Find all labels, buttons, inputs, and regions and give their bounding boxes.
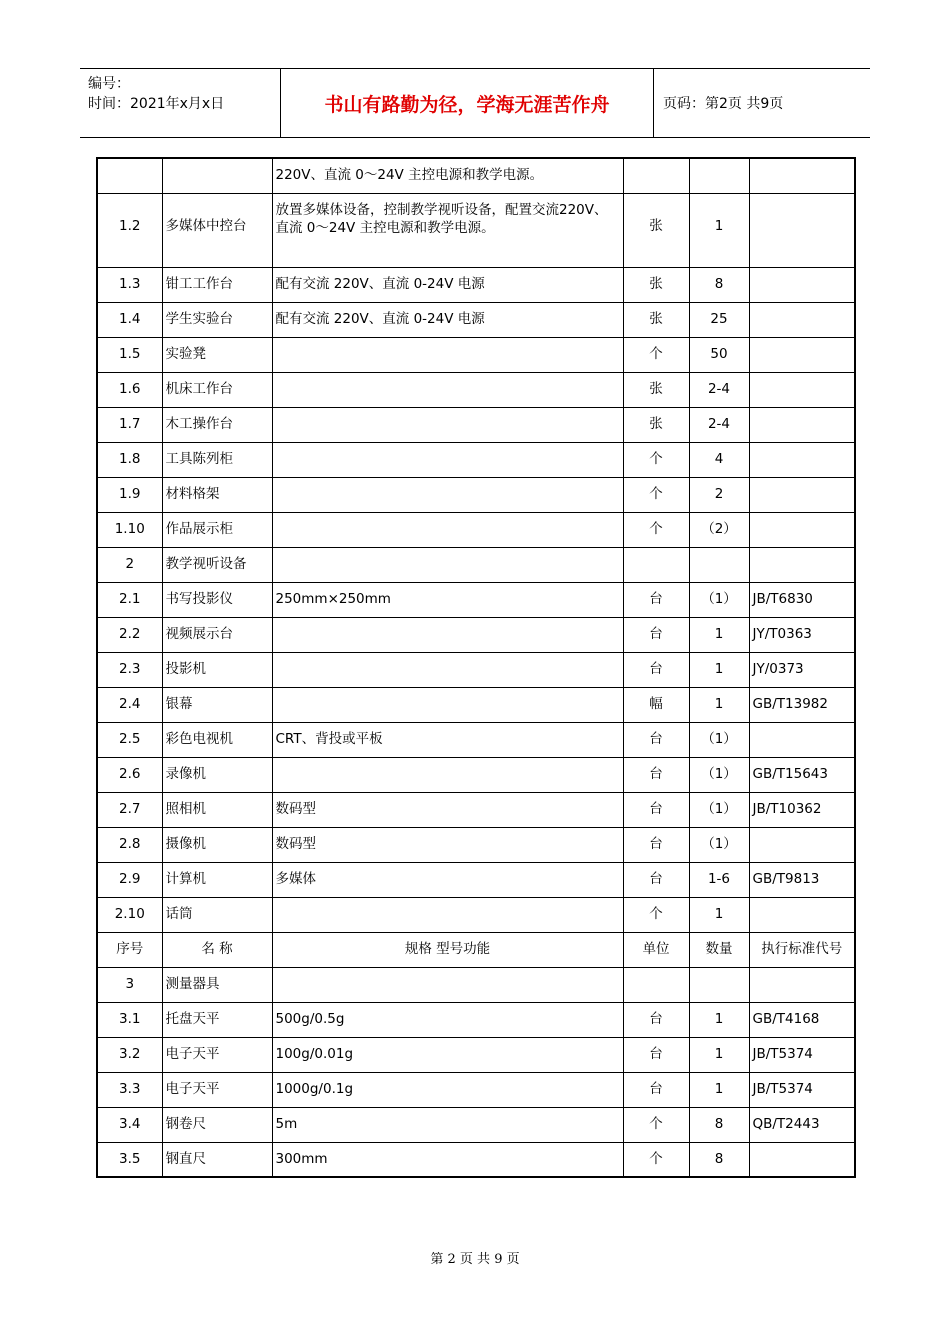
cell-unit: 台 xyxy=(623,792,689,827)
cell-standard xyxy=(749,442,855,477)
cell-quantity: 8 xyxy=(689,267,749,302)
cell-unit: 台 xyxy=(623,617,689,652)
cell-standard xyxy=(749,267,855,302)
cell-name: 测量器具 xyxy=(162,967,272,1002)
table-row xyxy=(97,407,855,442)
cell-quantity: 1 xyxy=(689,1037,749,1072)
cell-number: 2.2 xyxy=(97,617,162,652)
cell-number: 2 xyxy=(97,547,162,582)
cell-number: 2.3 xyxy=(97,652,162,687)
cell-spec xyxy=(272,547,623,582)
cell-name: 钢直尺 xyxy=(162,1142,272,1177)
cell-number: 2.1 xyxy=(97,582,162,617)
cell-name: 银幕 xyxy=(162,687,272,722)
cell-spec xyxy=(272,372,623,407)
cell-spec xyxy=(272,897,623,932)
cell-quantity: 1 xyxy=(689,1072,749,1107)
cell-standard xyxy=(749,158,855,193)
cell-spec: 5m xyxy=(272,1107,623,1142)
table-row xyxy=(97,967,855,1002)
cell-spec: 规格 型号功能 xyxy=(272,932,623,967)
cell-name: 钢卷尺 xyxy=(162,1107,272,1142)
cell-number: 3.5 xyxy=(97,1142,162,1177)
table-row xyxy=(97,722,855,757)
cell-number: 2.8 xyxy=(97,827,162,862)
header-motto: 书山有路勤为径，学海无涯苦作舟 xyxy=(281,69,654,137)
cell-unit: 个 xyxy=(623,477,689,512)
cell-name: 实验凳 xyxy=(162,337,272,372)
cell-standard xyxy=(749,302,855,337)
table-row xyxy=(97,267,855,302)
header-page-label: 页码：第2页 共9页 xyxy=(663,96,784,112)
page-footer: 第 2 页 共 9 页 xyxy=(430,1252,520,1267)
cell-number: 2.6 xyxy=(97,757,162,792)
cell-spec xyxy=(272,617,623,652)
table-row xyxy=(97,617,855,652)
cell-name xyxy=(162,158,272,193)
cell-quantity: 1 xyxy=(689,617,749,652)
cell-standard xyxy=(749,897,855,932)
cell-quantity: （1） xyxy=(689,722,749,757)
cell-number: 2.4 xyxy=(97,687,162,722)
cell-standard xyxy=(749,407,855,442)
table-row xyxy=(97,158,855,193)
cell-number xyxy=(97,158,162,193)
cell-quantity: 1 xyxy=(689,193,749,267)
cell-spec: 1000g/0.1g xyxy=(272,1072,623,1107)
table-row xyxy=(97,1037,855,1072)
cell-name: 录像机 xyxy=(162,757,272,792)
table-row xyxy=(97,372,855,407)
cell-name: 彩色电视机 xyxy=(162,722,272,757)
table-row xyxy=(97,897,855,932)
cell-standard: GB/T13982 xyxy=(749,687,855,722)
table-row xyxy=(97,477,855,512)
cell-standard: QB/T2443 xyxy=(749,1107,855,1142)
cell-name: 摄像机 xyxy=(162,827,272,862)
cell-quantity: 4 xyxy=(689,442,749,477)
cell-name: 材料格架 xyxy=(162,477,272,512)
cell-spec xyxy=(272,512,623,547)
cell-unit xyxy=(623,547,689,582)
cell-standard: JY/0373 xyxy=(749,652,855,687)
cell-name: 照相机 xyxy=(162,792,272,827)
cell-spec: 500g/0.5g xyxy=(272,1002,623,1037)
table-row xyxy=(97,1142,855,1177)
cell-spec xyxy=(272,337,623,372)
table-row xyxy=(97,862,855,897)
cell-unit: 台 xyxy=(623,1072,689,1107)
cell-number: 2.5 xyxy=(97,722,162,757)
cell-unit: 台 xyxy=(623,757,689,792)
cell-number: 1.6 xyxy=(97,372,162,407)
cell-quantity: 8 xyxy=(689,1107,749,1142)
cell-name: 钳工工作台 xyxy=(162,267,272,302)
cell-name: 书写投影仪 xyxy=(162,582,272,617)
page-header xyxy=(80,68,870,138)
cell-number: 1.3 xyxy=(97,267,162,302)
cell-name: 工具陈列柜 xyxy=(162,442,272,477)
cell-name: 教学视听设备 xyxy=(162,547,272,582)
cell-standard xyxy=(749,193,855,267)
cell-standard xyxy=(749,372,855,407)
doc-number-label: 编号： xyxy=(88,76,130,92)
cell-name: 话筒 xyxy=(162,897,272,932)
equipment-table-body xyxy=(97,158,855,1177)
cell-spec: 220V、直流 0～24V 主控电源和教学电源。 xyxy=(272,158,623,193)
cell-quantity: 1 xyxy=(689,897,749,932)
cell-name: 多媒体中控台 xyxy=(162,193,272,267)
cell-name: 学生实验台 xyxy=(162,302,272,337)
cell-spec: 配有交流 220V、直流 0-24V 电源 xyxy=(272,302,623,337)
cell-number: 3 xyxy=(97,967,162,1002)
cell-standard xyxy=(749,967,855,1002)
cell-spec: 数码型 xyxy=(272,827,623,862)
cell-spec xyxy=(272,442,623,477)
table-row xyxy=(97,1002,855,1037)
table-row xyxy=(97,547,855,582)
cell-number: 1.4 xyxy=(97,302,162,337)
cell-spec xyxy=(272,757,623,792)
cell-name: 投影机 xyxy=(162,652,272,687)
table-row xyxy=(97,442,855,477)
cell-spec: 100g/0.01g xyxy=(272,1037,623,1072)
cell-name: 名 称 xyxy=(162,932,272,967)
cell-unit xyxy=(623,158,689,193)
cell-quantity: 25 xyxy=(689,302,749,337)
cell-unit: 张 xyxy=(623,267,689,302)
cell-unit: 个 xyxy=(623,337,689,372)
cell-standard xyxy=(749,1142,855,1177)
cell-spec xyxy=(272,477,623,512)
cell-quantity xyxy=(689,547,749,582)
cell-spec xyxy=(272,687,623,722)
cell-name: 作品展示柜 xyxy=(162,512,272,547)
cell-quantity: 2 xyxy=(689,477,749,512)
cell-spec xyxy=(272,407,623,442)
cell-number: 1.9 xyxy=(97,477,162,512)
cell-name: 木工操作台 xyxy=(162,407,272,442)
cell-number: 3.4 xyxy=(97,1107,162,1142)
cell-unit: 单位 xyxy=(623,932,689,967)
table-row xyxy=(97,512,855,547)
cell-spec: 配有交流 220V、直流 0-24V 电源 xyxy=(272,267,623,302)
table-row xyxy=(97,337,855,372)
cell-standard: JB/T5374 xyxy=(749,1037,855,1072)
table-row xyxy=(97,687,855,722)
cell-quantity: 数量 xyxy=(689,932,749,967)
cell-spec: CRT、背投或平板 xyxy=(272,722,623,757)
cell-number: 1.2 xyxy=(97,193,162,267)
cell-number: 1.7 xyxy=(97,407,162,442)
cell-quantity: 50 xyxy=(689,337,749,372)
cell-number: 3.2 xyxy=(97,1037,162,1072)
cell-standard xyxy=(749,337,855,372)
cell-unit: 个 xyxy=(623,1107,689,1142)
cell-standard: 执行标准代号 xyxy=(749,932,855,967)
cell-unit: 台 xyxy=(623,1002,689,1037)
table-header-row xyxy=(97,932,855,967)
cell-unit: 台 xyxy=(623,722,689,757)
cell-quantity: 1 xyxy=(689,687,749,722)
cell-quantity xyxy=(689,967,749,1002)
table-row xyxy=(97,193,855,267)
table-row xyxy=(97,652,855,687)
cell-standard: GB/T9813 xyxy=(749,862,855,897)
cell-quantity: （1） xyxy=(689,827,749,862)
cell-standard: JB/T10362 xyxy=(749,792,855,827)
doc-time-label: 时间：2021年x月x日 xyxy=(88,96,225,112)
cell-unit: 个 xyxy=(623,512,689,547)
table-row xyxy=(97,302,855,337)
cell-number: 3.1 xyxy=(97,1002,162,1037)
cell-standard: JB/T6830 xyxy=(749,582,855,617)
cell-standard: GB/T4168 xyxy=(749,1002,855,1037)
table-row xyxy=(97,1107,855,1142)
cell-number: 序号 xyxy=(97,932,162,967)
cell-quantity: 2-4 xyxy=(689,372,749,407)
cell-unit xyxy=(623,967,689,1002)
cell-name: 托盘天平 xyxy=(162,1002,272,1037)
cell-quantity: 2-4 xyxy=(689,407,749,442)
cell-name: 视频展示台 xyxy=(162,617,272,652)
cell-unit: 张 xyxy=(623,193,689,267)
cell-number: 1.8 xyxy=(97,442,162,477)
table-row xyxy=(97,827,855,862)
cell-standard xyxy=(749,512,855,547)
table-row xyxy=(97,757,855,792)
cell-unit: 台 xyxy=(623,652,689,687)
cell-quantity: 8 xyxy=(689,1142,749,1177)
cell-quantity: 1 xyxy=(689,652,749,687)
cell-name: 电子天平 xyxy=(162,1037,272,1072)
cell-standard xyxy=(749,722,855,757)
cell-quantity: （2） xyxy=(689,512,749,547)
cell-unit: 幅 xyxy=(623,687,689,722)
cell-spec: 300mm xyxy=(272,1142,623,1177)
cell-quantity: 1 xyxy=(689,1002,749,1037)
table-row xyxy=(97,792,855,827)
header-meta xyxy=(80,69,281,137)
cell-unit: 台 xyxy=(623,827,689,862)
cell-number: 1.10 xyxy=(97,512,162,547)
cell-number: 2.9 xyxy=(97,862,162,897)
cell-standard xyxy=(749,827,855,862)
cell-quantity: （1） xyxy=(689,757,749,792)
cell-number: 2.7 xyxy=(97,792,162,827)
cell-standard xyxy=(749,477,855,512)
cell-standard xyxy=(749,547,855,582)
cell-unit: 台 xyxy=(623,862,689,897)
cell-unit: 台 xyxy=(623,1037,689,1072)
cell-standard: JB/T5374 xyxy=(749,1072,855,1107)
cell-name: 机床工作台 xyxy=(162,372,272,407)
cell-unit: 个 xyxy=(623,1142,689,1177)
cell-number: 1.5 xyxy=(97,337,162,372)
cell-spec: 放置多媒体设备，控制教学视听设备，配置交流220V、直流 0～24V 主控电源和教学电源。 xyxy=(272,193,623,267)
cell-spec xyxy=(272,967,623,1002)
cell-unit: 张 xyxy=(623,302,689,337)
cell-unit: 张 xyxy=(623,372,689,407)
cell-number: 3.3 xyxy=(97,1072,162,1107)
cell-spec: 数码型 xyxy=(272,792,623,827)
cell-spec: 250mm×250mm xyxy=(272,582,623,617)
cell-name: 计算机 xyxy=(162,862,272,897)
cell-unit: 张 xyxy=(623,407,689,442)
cell-quantity: 1-6 xyxy=(689,862,749,897)
cell-quantity: （1） xyxy=(689,792,749,827)
equipment-table xyxy=(96,157,856,1178)
cell-standard: JY/T0363 xyxy=(749,617,855,652)
cell-spec: 多媒体 xyxy=(272,862,623,897)
cell-quantity xyxy=(689,158,749,193)
cell-unit: 个 xyxy=(623,897,689,932)
cell-name: 电子天平 xyxy=(162,1072,272,1107)
cell-number: 2.10 xyxy=(97,897,162,932)
cell-quantity: （1） xyxy=(689,582,749,617)
cell-spec xyxy=(272,652,623,687)
table-row xyxy=(97,582,855,617)
cell-unit: 个 xyxy=(623,442,689,477)
table-row xyxy=(97,1072,855,1107)
cell-standard: GB/T15643 xyxy=(749,757,855,792)
cell-unit: 台 xyxy=(623,582,689,617)
